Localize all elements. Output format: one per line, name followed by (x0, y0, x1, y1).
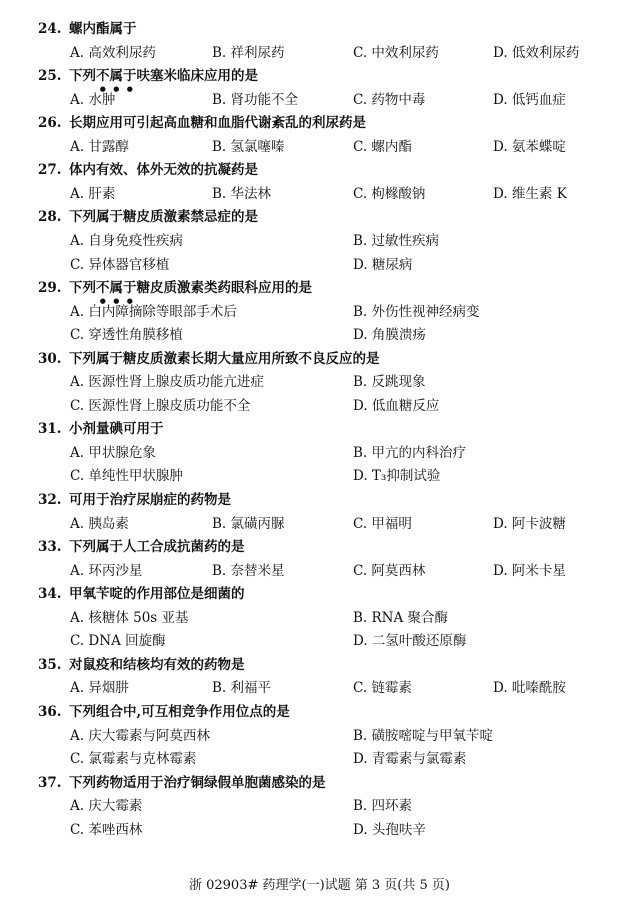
question-number: 36. (38, 703, 62, 720)
question-text: 体内有效、体外无效的抗凝药是 (69, 162, 258, 179)
answer-option[interactable]: D. 维生素 K (493, 185, 567, 202)
question-text-rest: 呋塞米临床应用的是 (136, 68, 258, 85)
answer-option[interactable]: B. 祥利尿药 (212, 44, 285, 61)
question-stem (38, 114, 366, 132)
answer-option[interactable]: A. 医源性肾上腺皮质功能亢进症 (70, 374, 264, 391)
question-stem (38, 420, 164, 438)
answer-option[interactable]: C. 枸橼酸钠 (353, 185, 426, 202)
question-text: 长期应用可引起高血糖和血脂代谢紊乱的利尿药是 (69, 115, 366, 132)
question-text-rest: 糖皮质激素类药眼科应用的是 (136, 280, 312, 297)
question-number: 26. (38, 115, 62, 132)
answer-option[interactable]: A. 白内障摘除等眼部手术后 (70, 303, 237, 320)
answer-option[interactable]: B. 磺胺嘧啶与甲氧苄啶 (353, 727, 494, 744)
answer-option[interactable]: D. 低血糖反应 (353, 397, 440, 414)
answer-option[interactable]: A. 高效利尿药 (70, 44, 156, 61)
answer-option[interactable]: A. 胰岛素 (70, 515, 129, 532)
answer-option[interactable]: D. 二氢叶酸还原酶 (353, 633, 467, 650)
question-number: 28. (38, 209, 62, 226)
answer-option[interactable]: C. 阿莫西林 (353, 562, 426, 579)
answer-option[interactable]: D. 氨苯蝶啶 (493, 138, 566, 155)
question-number: 31. (38, 421, 62, 438)
answer-option[interactable]: B. 奈替米星 (212, 562, 285, 579)
answer-option[interactable]: A. 核糖体 50s 亚基 (70, 609, 189, 626)
answer-option[interactable]: B. 氢氯噻嗪 (212, 138, 285, 155)
question-number: 24. (38, 21, 62, 37)
answer-option[interactable]: A. 甲状腺危象 (70, 444, 156, 461)
question-stem (38, 491, 231, 509)
answer-option[interactable]: D. 低钙血症 (493, 91, 566, 108)
question-text: 甲氧苄啶的作用部位是细菌的 (69, 586, 245, 603)
question-text: 下列组合中,可互相竞争作用位点的是 (69, 703, 290, 720)
answer-option[interactable]: B. 外伤性视神经病变 (353, 303, 480, 320)
answer-option[interactable]: A. 庆大霉素与阿莫西林 (70, 727, 210, 744)
question-text: 对鼠疫和结核均有效的药物是 (69, 656, 245, 673)
question-stem (38, 585, 245, 603)
answer-option[interactable]: C. 甲福明 (353, 515, 412, 532)
answer-option[interactable]: D. 低效利尿药 (493, 44, 580, 61)
question-number: 29. (38, 280, 62, 297)
question-text: 下列 (69, 68, 96, 85)
question-stem (38, 279, 312, 305)
question-text: 螺内酯属于 (69, 21, 137, 37)
question-stem (38, 161, 258, 179)
answer-option[interactable]: A. 自身免疫性疾病 (70, 232, 183, 249)
emphasis-text: 不属于 (96, 280, 137, 297)
answer-option[interactable]: D. 角膜溃疡 (353, 327, 426, 344)
question-number: 35. (38, 656, 62, 673)
question-text: 下列药物适用于治疗铜绿假单胞菌感染的是 (69, 774, 326, 791)
answer-option[interactable]: A. 庆大霉素 (70, 798, 143, 815)
answer-option[interactable]: B. 反跳现象 (353, 374, 426, 391)
answer-option[interactable]: D. 阿卡波糖 (493, 515, 566, 532)
answer-option[interactable]: A. 异烟肼 (70, 680, 129, 697)
answer-option[interactable]: C. 异体器官移植 (70, 256, 170, 273)
answer-option[interactable]: A. 环丙沙星 (70, 562, 143, 579)
question-text: 下列属于糖皮质激素长期大量应用所致不良反应的是 (69, 350, 380, 367)
answer-option[interactable]: B. 四环素 (353, 798, 413, 815)
question-number: 37. (38, 774, 62, 791)
question-stem (38, 703, 290, 721)
answer-option[interactable]: B. 利福平 (212, 680, 272, 697)
question-stem (38, 67, 258, 93)
question-stem (38, 208, 258, 226)
answer-option[interactable]: C. 单纯性甲状腺肿 (70, 468, 183, 485)
answer-option[interactable]: B. 甲亢的内科治疗 (353, 444, 467, 461)
question-stem (38, 774, 326, 792)
answer-option[interactable]: D. 糖尿病 (353, 256, 413, 273)
question-number: 33. (38, 539, 62, 556)
question-number: 34. (38, 586, 62, 603)
answer-option[interactable]: C. 药物中毒 (353, 91, 426, 108)
question-text: 小剂量碘可用于 (69, 421, 164, 438)
question-stem (38, 656, 245, 674)
question-stem (38, 350, 380, 368)
answer-option[interactable]: B. 过敏性疾病 (353, 232, 440, 249)
question-text: 下列属于糖皮质激素禁忌症的是 (69, 209, 258, 226)
answer-option[interactable]: C. 中效利尿药 (353, 44, 439, 61)
answer-option[interactable]: B. 氯磺丙脲 (212, 515, 285, 532)
answer-option[interactable]: D. T₃抑制试验 (353, 468, 441, 485)
question-number: 30. (38, 350, 62, 367)
question-text: 可用于治疗尿崩症的药物是 (69, 492, 231, 508)
answer-option[interactable]: C. 螺内酯 (353, 138, 412, 155)
answer-option[interactable]: A. 甘露醇 (70, 138, 129, 155)
answer-option[interactable]: C. 氯霉素与克林霉素 (70, 751, 197, 768)
answer-option[interactable]: C. DNA 回旋酶 (70, 633, 166, 650)
answer-option[interactable]: A. 水肿 (70, 91, 116, 108)
page-footer: 浙 02903# 药理学(一)试题 第 3 页(共 5 页) (188, 878, 450, 893)
answer-option[interactable]: B. 肾功能不全 (212, 91, 299, 108)
answer-option[interactable]: C. 链霉素 (353, 680, 412, 697)
question-number: 25. (38, 68, 62, 85)
answer-option[interactable]: C. 穿透性角膜移植 (70, 327, 183, 344)
question-stem (38, 538, 245, 556)
answer-option[interactable]: D. 吡嗪酰胺 (493, 680, 566, 697)
question-text: 下列 (69, 280, 96, 297)
question-number: 27. (38, 162, 62, 179)
answer-option[interactable]: C. 苯唑西林 (70, 821, 143, 838)
answer-option[interactable]: B. RNA 聚合酶 (353, 609, 449, 626)
answer-option[interactable]: C. 医源性肾上腺皮质功能不全 (70, 397, 251, 414)
answer-option[interactable]: D. 头孢呋辛 (353, 821, 426, 838)
question-text: 下列属于人工合成抗菌药的是 (69, 539, 245, 556)
question-stem (38, 20, 137, 38)
answer-option[interactable]: D. 阿米卡星 (493, 562, 566, 579)
question-number: 32. (38, 492, 62, 508)
emphasis-text: 不属于 (96, 68, 137, 85)
answer-option[interactable]: B. 华法林 (212, 185, 272, 202)
answer-option[interactable]: D. 青霉素与氯霉素 (353, 751, 467, 768)
answer-option[interactable]: A. 肝素 (70, 185, 116, 202)
